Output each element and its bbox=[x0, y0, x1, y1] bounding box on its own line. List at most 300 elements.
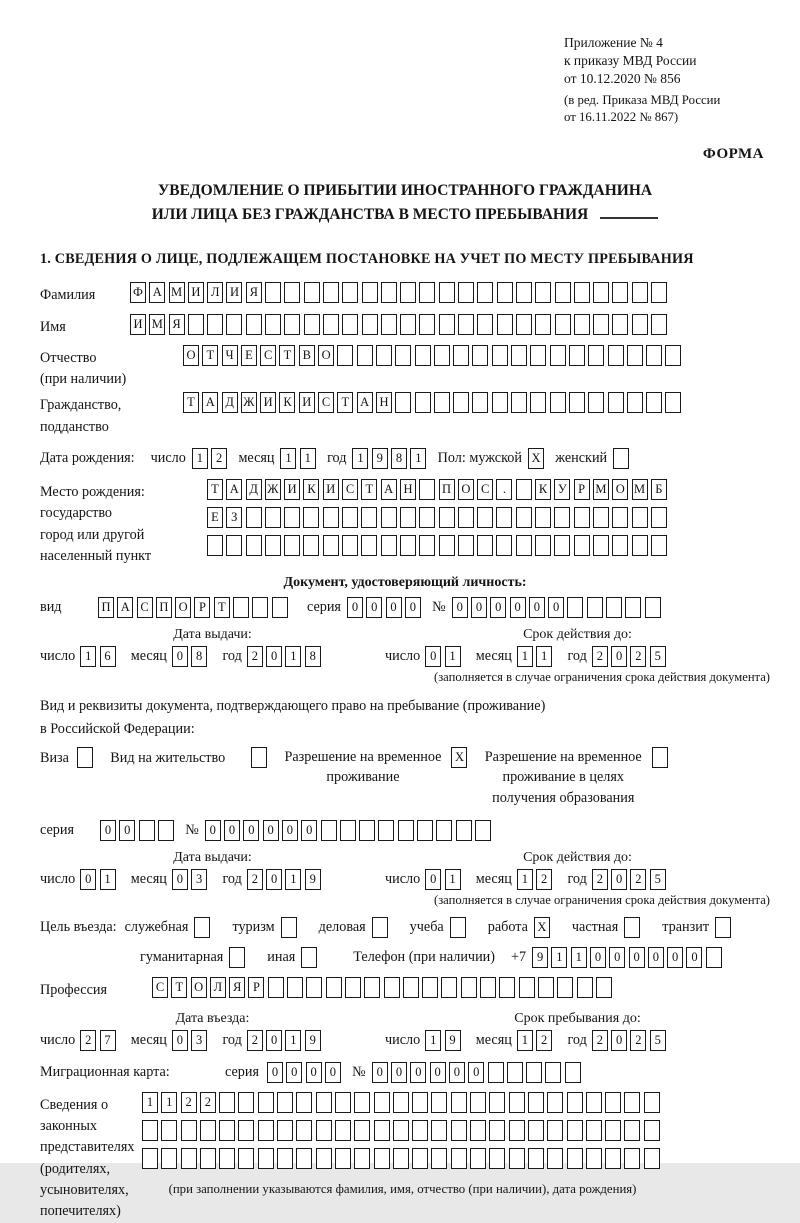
char-box[interactable] bbox=[516, 535, 532, 556]
char-box[interactable]: Б bbox=[651, 479, 667, 500]
char-box[interactable] bbox=[554, 535, 570, 556]
char-box[interactable] bbox=[393, 1120, 409, 1141]
char-box[interactable]: А bbox=[357, 392, 373, 413]
char-box[interactable] bbox=[301, 947, 317, 968]
char-box[interactable]: М bbox=[632, 479, 648, 500]
char-box[interactable] bbox=[632, 282, 648, 303]
char-box[interactable] bbox=[489, 1148, 505, 1169]
char-box[interactable] bbox=[535, 282, 551, 303]
char-box[interactable] bbox=[646, 392, 662, 413]
char-box[interactable] bbox=[472, 345, 488, 366]
char-box[interactable] bbox=[477, 282, 493, 303]
char-box[interactable] bbox=[362, 314, 378, 335]
char-box[interactable] bbox=[434, 392, 450, 413]
char-box[interactable]: 1 bbox=[517, 869, 533, 890]
char-box[interactable]: Т bbox=[279, 345, 295, 366]
char-box[interactable]: 1 bbox=[142, 1092, 158, 1113]
char-box[interactable]: И bbox=[299, 392, 315, 413]
char-box[interactable]: Р bbox=[194, 597, 210, 618]
char-box[interactable]: С bbox=[342, 479, 358, 500]
char-box[interactable] bbox=[393, 1148, 409, 1169]
char-box[interactable] bbox=[516, 314, 532, 335]
char-box[interactable] bbox=[509, 1120, 525, 1141]
char-box[interactable] bbox=[142, 1120, 158, 1141]
char-box[interactable]: Ф bbox=[130, 282, 146, 303]
char-box[interactable] bbox=[496, 507, 512, 528]
char-box[interactable]: О bbox=[183, 345, 199, 366]
char-box[interactable]: И bbox=[188, 282, 204, 303]
char-box[interactable]: М bbox=[169, 282, 185, 303]
char-box[interactable]: 0 bbox=[282, 820, 298, 841]
char-box[interactable]: Т bbox=[361, 479, 377, 500]
char-box[interactable] bbox=[422, 977, 438, 998]
char-box[interactable] bbox=[281, 917, 297, 938]
char-box[interactable]: 7 bbox=[100, 1030, 116, 1051]
char-box[interactable]: С bbox=[260, 345, 276, 366]
char-box[interactable] bbox=[200, 1148, 216, 1169]
char-box[interactable] bbox=[378, 820, 394, 841]
char-box[interactable] bbox=[605, 1148, 621, 1169]
char-box[interactable] bbox=[354, 1148, 370, 1169]
char-box[interactable]: Е bbox=[241, 345, 257, 366]
char-box[interactable]: 0 bbox=[648, 947, 664, 968]
char-box[interactable]: И bbox=[260, 392, 276, 413]
char-box[interactable] bbox=[372, 917, 388, 938]
char-box[interactable] bbox=[364, 977, 380, 998]
char-box[interactable]: Я bbox=[229, 977, 245, 998]
char-box[interactable] bbox=[612, 282, 628, 303]
char-box[interactable]: 0 bbox=[510, 597, 526, 618]
char-box[interactable] bbox=[419, 314, 435, 335]
char-box[interactable]: 1 bbox=[551, 947, 567, 968]
char-box[interactable]: Т bbox=[214, 597, 230, 618]
char-box[interactable]: Л bbox=[207, 282, 223, 303]
char-box[interactable] bbox=[605, 1120, 621, 1141]
char-box[interactable] bbox=[265, 535, 281, 556]
char-box[interactable] bbox=[316, 1120, 332, 1141]
char-box[interactable] bbox=[586, 1148, 602, 1169]
char-box[interactable] bbox=[354, 1120, 370, 1141]
char-box[interactable] bbox=[574, 535, 590, 556]
char-box[interactable] bbox=[608, 345, 624, 366]
char-box[interactable] bbox=[181, 1120, 197, 1141]
char-box[interactable] bbox=[374, 1092, 390, 1113]
char-box[interactable] bbox=[219, 1120, 235, 1141]
char-box[interactable] bbox=[304, 314, 320, 335]
char-box[interactable] bbox=[161, 1120, 177, 1141]
char-box[interactable] bbox=[499, 977, 515, 998]
char-box[interactable] bbox=[516, 479, 532, 500]
char-box[interactable] bbox=[439, 535, 455, 556]
char-box[interactable] bbox=[472, 392, 488, 413]
char-box[interactable] bbox=[381, 314, 397, 335]
char-box[interactable]: 0 bbox=[372, 1062, 388, 1083]
char-box[interactable]: В bbox=[299, 345, 315, 366]
char-box[interactable]: 2 bbox=[592, 646, 608, 667]
char-box[interactable] bbox=[265, 282, 281, 303]
char-box[interactable]: 1 bbox=[517, 1030, 533, 1051]
char-box[interactable] bbox=[303, 507, 319, 528]
char-box[interactable] bbox=[451, 1120, 467, 1141]
char-box[interactable] bbox=[646, 345, 662, 366]
char-box[interactable]: . bbox=[496, 479, 512, 500]
char-box[interactable]: П bbox=[156, 597, 172, 618]
char-box[interactable] bbox=[316, 1092, 332, 1113]
char-box[interactable]: X bbox=[451, 747, 467, 768]
char-box[interactable] bbox=[381, 507, 397, 528]
char-box[interactable]: О bbox=[191, 977, 207, 998]
char-box[interactable]: 0 bbox=[468, 1062, 484, 1083]
char-box[interactable] bbox=[342, 314, 358, 335]
char-box[interactable] bbox=[251, 747, 267, 768]
char-box[interactable]: 0 bbox=[172, 1030, 188, 1051]
char-box[interactable] bbox=[158, 820, 174, 841]
char-box[interactable] bbox=[321, 820, 337, 841]
char-box[interactable] bbox=[644, 1120, 660, 1141]
char-box[interactable] bbox=[258, 1092, 274, 1113]
char-box[interactable] bbox=[340, 820, 356, 841]
char-box[interactable]: 0 bbox=[425, 869, 441, 890]
char-box[interactable] bbox=[453, 392, 469, 413]
char-box[interactable] bbox=[612, 314, 628, 335]
char-box[interactable]: 2 bbox=[630, 1030, 646, 1051]
char-box[interactable]: 0 bbox=[471, 597, 487, 618]
char-box[interactable]: А bbox=[226, 479, 242, 500]
char-box[interactable] bbox=[238, 1092, 254, 1113]
char-box[interactable] bbox=[528, 1148, 544, 1169]
char-box[interactable] bbox=[627, 392, 643, 413]
char-box[interactable] bbox=[538, 977, 554, 998]
char-box[interactable] bbox=[374, 1120, 390, 1141]
char-box[interactable] bbox=[284, 314, 300, 335]
char-box[interactable]: 3 bbox=[191, 869, 207, 890]
char-box[interactable] bbox=[207, 314, 223, 335]
char-box[interactable]: 0 bbox=[347, 597, 363, 618]
char-box[interactable]: 0 bbox=[119, 820, 135, 841]
char-box[interactable]: 0 bbox=[425, 646, 441, 667]
char-box[interactable] bbox=[304, 282, 320, 303]
char-box[interactable]: Е bbox=[207, 507, 223, 528]
char-box[interactable] bbox=[419, 535, 435, 556]
char-box[interactable] bbox=[577, 977, 593, 998]
char-box[interactable] bbox=[528, 1120, 544, 1141]
char-box[interactable] bbox=[450, 917, 466, 938]
char-box[interactable]: 9 bbox=[445, 1030, 461, 1051]
char-box[interactable]: 1 bbox=[445, 646, 461, 667]
char-box[interactable] bbox=[77, 747, 93, 768]
char-box[interactable] bbox=[612, 535, 628, 556]
char-box[interactable]: X bbox=[528, 448, 544, 469]
char-box[interactable] bbox=[419, 282, 435, 303]
char-box[interactable] bbox=[233, 597, 249, 618]
char-box[interactable] bbox=[219, 1148, 235, 1169]
char-box[interactable] bbox=[569, 345, 585, 366]
char-box[interactable] bbox=[516, 507, 532, 528]
char-box[interactable] bbox=[470, 1092, 486, 1113]
char-box[interactable] bbox=[412, 1148, 428, 1169]
char-box[interactable]: 0 bbox=[449, 1062, 465, 1083]
char-box[interactable]: 8 bbox=[191, 646, 207, 667]
char-box[interactable] bbox=[417, 820, 433, 841]
char-box[interactable] bbox=[519, 977, 535, 998]
char-box[interactable] bbox=[526, 1062, 542, 1083]
char-box[interactable]: Н bbox=[376, 392, 392, 413]
char-box[interactable] bbox=[509, 1092, 525, 1113]
char-box[interactable]: Т bbox=[337, 392, 353, 413]
char-box[interactable]: 1 bbox=[445, 869, 461, 890]
char-box[interactable]: 0 bbox=[224, 820, 240, 841]
char-box[interactable] bbox=[238, 1120, 254, 1141]
char-box[interactable]: 0 bbox=[391, 1062, 407, 1083]
char-box[interactable] bbox=[337, 345, 353, 366]
char-box[interactable]: 0 bbox=[430, 1062, 446, 1083]
char-box[interactable] bbox=[458, 282, 474, 303]
char-box[interactable] bbox=[252, 597, 268, 618]
char-box[interactable]: 2 bbox=[247, 869, 263, 890]
char-box[interactable] bbox=[287, 977, 303, 998]
char-box[interactable]: 1 bbox=[285, 869, 301, 890]
char-box[interactable] bbox=[624, 1092, 640, 1113]
char-box[interactable] bbox=[439, 314, 455, 335]
char-box[interactable] bbox=[489, 1092, 505, 1113]
char-box[interactable] bbox=[550, 345, 566, 366]
char-box[interactable] bbox=[458, 535, 474, 556]
char-box[interactable] bbox=[238, 1148, 254, 1169]
char-box[interactable] bbox=[588, 345, 604, 366]
char-box[interactable] bbox=[374, 1148, 390, 1169]
char-box[interactable]: 0 bbox=[609, 947, 625, 968]
char-box[interactable] bbox=[557, 977, 573, 998]
char-box[interactable]: С bbox=[318, 392, 334, 413]
char-box[interactable] bbox=[644, 1092, 660, 1113]
char-box[interactable]: 8 bbox=[305, 646, 321, 667]
char-box[interactable]: 0 bbox=[667, 947, 683, 968]
char-box[interactable] bbox=[200, 1120, 216, 1141]
char-box[interactable] bbox=[284, 282, 300, 303]
char-box[interactable]: Н bbox=[400, 479, 416, 500]
char-box[interactable]: Л bbox=[210, 977, 226, 998]
char-box[interactable]: 2 bbox=[630, 869, 646, 890]
char-box[interactable] bbox=[451, 1092, 467, 1113]
char-box[interactable]: Ж bbox=[241, 392, 257, 413]
char-box[interactable]: О bbox=[175, 597, 191, 618]
char-box[interactable] bbox=[226, 535, 242, 556]
char-box[interactable] bbox=[431, 1148, 447, 1169]
char-box[interactable]: 0 bbox=[529, 597, 545, 618]
char-box[interactable]: 1 bbox=[536, 646, 552, 667]
char-box[interactable] bbox=[567, 1120, 583, 1141]
char-box[interactable]: 1 bbox=[300, 448, 316, 469]
char-box[interactable]: К bbox=[279, 392, 295, 413]
char-box[interactable] bbox=[497, 282, 513, 303]
char-box[interactable] bbox=[415, 345, 431, 366]
char-box[interactable]: 2 bbox=[536, 869, 552, 890]
char-box[interactable] bbox=[586, 1120, 602, 1141]
char-box[interactable] bbox=[284, 507, 300, 528]
char-box[interactable] bbox=[535, 507, 551, 528]
char-box[interactable] bbox=[395, 345, 411, 366]
char-box[interactable] bbox=[272, 597, 288, 618]
char-box[interactable] bbox=[492, 392, 508, 413]
char-box[interactable] bbox=[497, 314, 513, 335]
char-box[interactable] bbox=[384, 977, 400, 998]
char-box[interactable] bbox=[296, 1148, 312, 1169]
char-box[interactable]: 0 bbox=[263, 820, 279, 841]
char-box[interactable] bbox=[651, 314, 667, 335]
char-box[interactable]: И bbox=[130, 314, 146, 335]
char-box[interactable] bbox=[612, 507, 628, 528]
char-box[interactable] bbox=[470, 1148, 486, 1169]
char-box[interactable] bbox=[451, 1148, 467, 1169]
char-box[interactable] bbox=[342, 282, 358, 303]
char-box[interactable] bbox=[489, 1120, 505, 1141]
char-box[interactable] bbox=[477, 314, 493, 335]
char-box[interactable]: 2 bbox=[80, 1030, 96, 1051]
char-box[interactable]: 1 bbox=[285, 646, 301, 667]
char-box[interactable] bbox=[403, 977, 419, 998]
char-box[interactable] bbox=[593, 282, 609, 303]
char-box[interactable]: К bbox=[535, 479, 551, 500]
char-box[interactable]: 0 bbox=[686, 947, 702, 968]
char-box[interactable] bbox=[395, 392, 411, 413]
char-box[interactable] bbox=[323, 282, 339, 303]
char-box[interactable]: 1 bbox=[100, 869, 116, 890]
char-box[interactable] bbox=[516, 282, 532, 303]
char-box[interactable] bbox=[456, 820, 472, 841]
char-box[interactable] bbox=[207, 535, 223, 556]
char-box[interactable] bbox=[574, 282, 590, 303]
char-box[interactable]: М bbox=[149, 314, 165, 335]
char-box[interactable] bbox=[400, 282, 416, 303]
char-box[interactable]: 2 bbox=[592, 869, 608, 890]
char-box[interactable]: С bbox=[477, 479, 493, 500]
char-box[interactable] bbox=[632, 535, 648, 556]
char-box[interactable] bbox=[554, 507, 570, 528]
char-box[interactable] bbox=[458, 314, 474, 335]
char-box[interactable] bbox=[569, 392, 585, 413]
char-box[interactable]: X bbox=[534, 917, 550, 938]
char-box[interactable]: 0 bbox=[267, 1062, 283, 1083]
char-box[interactable] bbox=[194, 917, 210, 938]
char-box[interactable] bbox=[547, 1120, 563, 1141]
char-box[interactable] bbox=[550, 392, 566, 413]
char-box[interactable] bbox=[715, 917, 731, 938]
char-box[interactable] bbox=[593, 314, 609, 335]
char-box[interactable] bbox=[567, 1092, 583, 1113]
char-box[interactable] bbox=[400, 314, 416, 335]
char-box[interactable] bbox=[139, 820, 155, 841]
char-box[interactable] bbox=[434, 345, 450, 366]
char-box[interactable]: 0 bbox=[325, 1062, 341, 1083]
char-box[interactable]: 2 bbox=[630, 646, 646, 667]
char-box[interactable]: 2 bbox=[536, 1030, 552, 1051]
char-box[interactable]: Я bbox=[169, 314, 185, 335]
char-box[interactable] bbox=[586, 1092, 602, 1113]
char-box[interactable]: Д bbox=[222, 392, 238, 413]
char-box[interactable] bbox=[284, 535, 300, 556]
char-box[interactable]: У bbox=[554, 479, 570, 500]
char-box[interactable]: К bbox=[303, 479, 319, 500]
char-box[interactable]: 0 bbox=[386, 597, 402, 618]
char-box[interactable] bbox=[547, 1092, 563, 1113]
char-box[interactable]: И bbox=[284, 479, 300, 500]
char-box[interactable]: 0 bbox=[266, 1030, 282, 1051]
char-box[interactable] bbox=[588, 392, 604, 413]
char-box[interactable] bbox=[625, 597, 641, 618]
char-box[interactable]: 9 bbox=[372, 448, 388, 469]
char-box[interactable]: 0 bbox=[172, 646, 188, 667]
char-box[interactable] bbox=[431, 1092, 447, 1113]
char-box[interactable] bbox=[608, 392, 624, 413]
char-box[interactable]: 1 bbox=[161, 1092, 177, 1113]
char-box[interactable] bbox=[596, 977, 612, 998]
char-box[interactable]: О bbox=[612, 479, 628, 500]
char-box[interactable] bbox=[342, 507, 358, 528]
char-box[interactable] bbox=[277, 1120, 293, 1141]
char-box[interactable]: Р bbox=[248, 977, 264, 998]
char-box[interactable]: 2 bbox=[181, 1092, 197, 1113]
char-box[interactable]: 0 bbox=[366, 597, 382, 618]
char-box[interactable]: 0 bbox=[306, 1062, 322, 1083]
char-box[interactable] bbox=[530, 345, 546, 366]
char-box[interactable] bbox=[492, 345, 508, 366]
char-box[interactable] bbox=[161, 1148, 177, 1169]
char-box[interactable]: И bbox=[323, 479, 339, 500]
char-box[interactable]: 5 bbox=[650, 869, 666, 890]
char-box[interactable] bbox=[651, 507, 667, 528]
char-box[interactable]: 3 bbox=[191, 1030, 207, 1051]
char-box[interactable]: 1 bbox=[352, 448, 368, 469]
char-box[interactable] bbox=[306, 977, 322, 998]
char-box[interactable]: 9 bbox=[305, 1030, 321, 1051]
char-box[interactable]: 0 bbox=[611, 869, 627, 890]
char-box[interactable] bbox=[606, 597, 622, 618]
char-box[interactable]: 1 bbox=[192, 448, 208, 469]
char-box[interactable]: 0 bbox=[410, 1062, 426, 1083]
char-box[interactable] bbox=[296, 1092, 312, 1113]
char-box[interactable] bbox=[335, 1092, 351, 1113]
char-box[interactable] bbox=[326, 977, 342, 998]
char-box[interactable] bbox=[436, 820, 452, 841]
char-box[interactable]: И bbox=[226, 282, 242, 303]
char-box[interactable]: П bbox=[98, 597, 114, 618]
char-box[interactable]: Ч bbox=[222, 345, 238, 366]
char-box[interactable]: 2 bbox=[200, 1092, 216, 1113]
char-box[interactable]: 5 bbox=[650, 1030, 666, 1051]
char-box[interactable] bbox=[258, 1148, 274, 1169]
char-box[interactable] bbox=[574, 314, 590, 335]
char-box[interactable]: М bbox=[593, 479, 609, 500]
char-box[interactable] bbox=[574, 507, 590, 528]
char-box[interactable] bbox=[431, 1120, 447, 1141]
char-box[interactable] bbox=[398, 820, 414, 841]
char-box[interactable]: 0 bbox=[266, 869, 282, 890]
char-box[interactable] bbox=[229, 947, 245, 968]
char-box[interactable] bbox=[419, 479, 435, 500]
char-box[interactable] bbox=[335, 1148, 351, 1169]
char-box[interactable] bbox=[555, 282, 571, 303]
char-box[interactable]: О bbox=[458, 479, 474, 500]
char-box[interactable] bbox=[593, 535, 609, 556]
char-box[interactable]: 1 bbox=[410, 448, 426, 469]
char-box[interactable]: Т bbox=[202, 345, 218, 366]
char-box[interactable] bbox=[624, 1148, 640, 1169]
char-box[interactable]: С bbox=[152, 977, 168, 998]
char-box[interactable] bbox=[342, 535, 358, 556]
char-box[interactable] bbox=[219, 1092, 235, 1113]
char-box[interactable] bbox=[277, 1092, 293, 1113]
char-box[interactable] bbox=[651, 535, 667, 556]
